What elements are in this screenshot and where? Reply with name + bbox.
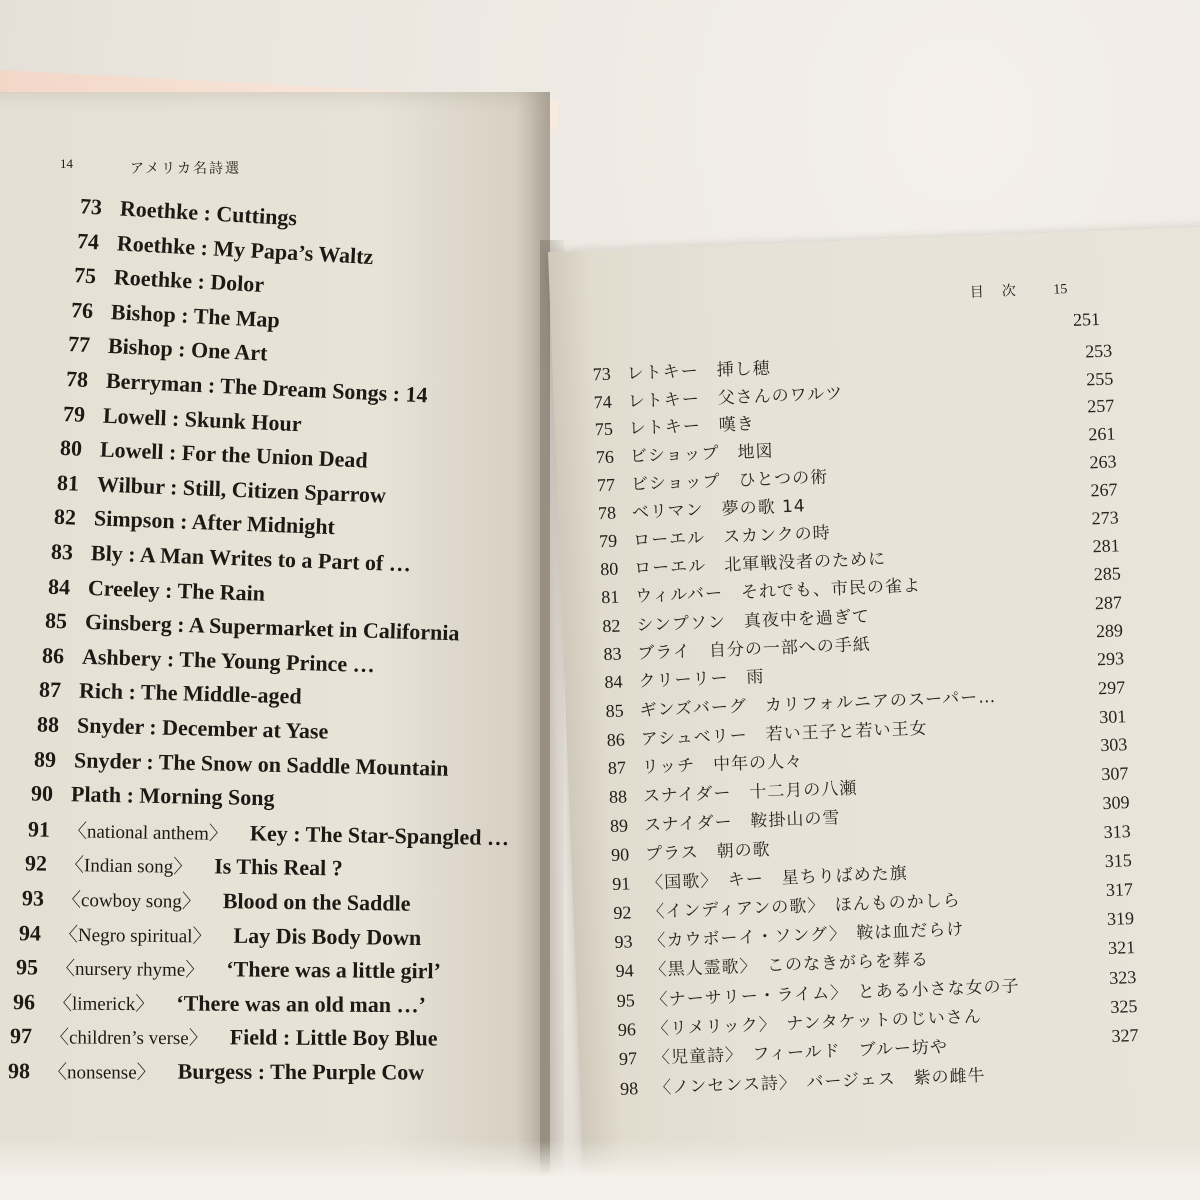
entry-category: 〈cowboy song〉 <box>61 889 201 913</box>
entry-title: 〈リメリック〉 ナンタケットのじいさん <box>651 1006 983 1040</box>
entry-page: 307 <box>1101 763 1129 785</box>
entry-number: 94 <box>18 919 42 946</box>
entry-number: 79 <box>598 530 618 552</box>
book-title: アメリカ名詩選 <box>130 162 242 177</box>
left-contents-row <box>46 330 269 370</box>
entry-title: Lowell : For the Union Dead <box>99 436 368 473</box>
entry-category: 〈nursery rhyme〉 <box>56 958 205 982</box>
entry-title: プラス 朝の歌 <box>644 839 771 865</box>
right-page <box>548 226 1200 1200</box>
entry-number: 94 <box>615 960 635 982</box>
entry-number: 86 <box>42 642 65 669</box>
entry-title: レトキー 父さんのワルツ <box>627 383 844 412</box>
entry-page: 317 <box>1105 878 1134 900</box>
entry-title: Snyder : December at Yase <box>76 712 329 744</box>
entry-page: 285 <box>1093 563 1122 585</box>
entry-number: 92 <box>24 850 48 877</box>
entry-title: Wilbur : Still, Citizen Sparrow <box>96 471 387 508</box>
entry-number: 82 <box>53 504 77 531</box>
entry-title: ローエル 北軍戦没者のために <box>633 549 887 580</box>
entry-title: Snyder : The Snow on Saddle Mountain <box>73 746 449 781</box>
entry-number: 83 <box>603 643 622 665</box>
entry-page: 309 <box>1102 791 1130 813</box>
left-page <box>0 92 550 1200</box>
left-contents-row <box>0 988 426 1021</box>
entry-title: Lowell : Skunk Hour <box>102 402 302 436</box>
entry-page: 261 <box>1088 423 1116 445</box>
left-contents-row <box>0 884 411 920</box>
entry-number: 84 <box>604 671 623 693</box>
entry-title: アシュベリー 若い王子と若い王女 <box>640 718 928 750</box>
entry-title: ローエル スカンクの時 <box>632 523 832 551</box>
entry-number: 95 <box>16 954 39 980</box>
entry-page: 263 <box>1089 451 1117 473</box>
entry-number: 78 <box>65 366 89 392</box>
entry-page: 315 <box>1104 849 1133 871</box>
entry-page: 257 <box>1086 395 1115 417</box>
entry-page: 313 <box>1103 820 1132 842</box>
entry-title: Is This Real ? <box>213 853 343 881</box>
left-contents-row <box>0 919 421 954</box>
entry-title: Roethke : My Papa’s Waltz <box>116 229 375 269</box>
entry-number: 89 <box>33 746 56 772</box>
entry-page: 297 <box>1097 677 1126 699</box>
entry-title: Key : The Star-Spangled … <box>249 820 509 850</box>
entry-number: 76 <box>595 446 615 468</box>
entry-title: ビショップ ひとつの術 <box>630 467 829 496</box>
entry-page: 287 <box>1094 591 1123 613</box>
entry-title: Plath : Morning Song <box>70 781 275 811</box>
entry-number: 96 <box>13 988 36 1015</box>
left-contents-row <box>8 780 274 815</box>
entry-title: ギンズバーグ カリフォルニアのスーパー… <box>639 687 997 721</box>
entry-number: 87 <box>39 676 62 703</box>
right-page-number: 15 <box>1053 282 1068 298</box>
contents-label: 目次 <box>969 283 1035 301</box>
left-contents-row <box>40 400 302 441</box>
entry-title: ウィルバー それでも、市民の雀よ <box>634 576 922 608</box>
entry-number: 81 <box>600 586 620 608</box>
entry-number: 79 <box>62 400 86 427</box>
entry-category: 〈limerick〉 <box>53 993 155 1016</box>
entry-title: 〈カウボーイ・ソング〉 鞍は血だらけ <box>648 919 965 952</box>
left-contents-row <box>0 953 441 987</box>
entry-title: Creeley : The Rain <box>87 574 266 606</box>
entry-number: 73 <box>592 363 612 385</box>
entry-title: Blood on the Saddle <box>222 888 411 916</box>
entry-number: 74 <box>76 227 100 254</box>
entry-page: 321 <box>1107 937 1136 959</box>
entry-category: 〈nonsense〉 <box>47 1062 156 1084</box>
left-page-number: 14 <box>60 156 73 171</box>
entry-page: 255 <box>1085 368 1114 390</box>
entry-number: 98 <box>7 1058 30 1084</box>
entry-number: 82 <box>602 615 621 636</box>
entry-number: 86 <box>606 728 626 750</box>
entry-title: Rich : The Middle-aged <box>79 678 303 709</box>
entry-number: 77 <box>596 474 616 496</box>
entry-number: 75 <box>594 419 614 440</box>
entry-number: 93 <box>614 931 633 952</box>
entry-title: Ashbery : The Young Prince … <box>81 643 376 677</box>
entry-page: 267 <box>1090 479 1118 501</box>
entry-title: Field : Little Boy Blue <box>230 1024 438 1051</box>
entry-number: 95 <box>616 989 636 1011</box>
entry-page: 301 <box>1098 705 1127 727</box>
left-contents-row <box>51 261 265 302</box>
entry-title: Berryman : The Dream Songs : 14 <box>104 367 428 408</box>
entry-page: 281 <box>1092 535 1121 557</box>
entry-title: Bishop : The Map <box>110 298 281 333</box>
entry-number: 81 <box>56 469 80 496</box>
entry-title: 〈インディアンの歌〉 ほんものかしら <box>647 890 962 923</box>
entry-title: 〈児童詩〉 フィールド ブルー坊や <box>652 1037 949 1069</box>
entry-page: 319 <box>1106 908 1135 930</box>
entry-title: Roethke : Cuttings <box>119 195 298 231</box>
bottom-shade <box>0 1140 1200 1200</box>
entry-page: 289 <box>1095 620 1124 642</box>
entry-page: 293 <box>1096 648 1125 670</box>
entry-page: 303 <box>1099 734 1128 756</box>
entry-title: シンプソン 真夜中を過ぎて <box>636 606 871 636</box>
entry-title: ビショップ 地図 <box>629 441 774 468</box>
entry-page: 253 <box>1084 340 1113 362</box>
entry-title: Roethke : Dolor <box>113 264 265 298</box>
entry-category: 〈children’s verse〉 <box>50 1027 209 1050</box>
first-page-ref: 251 <box>1072 308 1101 330</box>
entry-number: 92 <box>613 902 632 923</box>
entry-number: 90 <box>610 844 630 865</box>
left-contents-row <box>20 642 375 682</box>
entry-title: ベリマン 夢の歌 14 <box>631 496 807 523</box>
entry-number: 80 <box>599 558 619 580</box>
entry-title: クリーリー 雨 <box>638 667 765 693</box>
entry-title: スナイダー 鞍掛山の雪 <box>643 808 841 836</box>
entry-page: 273 <box>1091 507 1119 529</box>
left-contents-row <box>26 573 266 611</box>
entry-title: スナイダー 十二月の八瀬 <box>642 778 858 807</box>
entry-number: 88 <box>608 786 628 808</box>
entry-title: Bishop : One Art <box>107 333 269 366</box>
entry-number: 97 <box>618 1048 638 1070</box>
entry-number: 73 <box>79 193 103 220</box>
entry-number: 98 <box>619 1078 639 1099</box>
left-contents-row <box>3 849 343 884</box>
entry-number: 77 <box>67 331 92 358</box>
entry-title: 〈ナーサリー・ライム〉 とある小さな女の子 <box>650 975 1020 1011</box>
left-contents-row <box>31 503 335 544</box>
left-contents-row <box>0 1057 424 1089</box>
entry-title: Bly : A Man Writes to a Part of … <box>90 540 412 577</box>
entry-title: レトキー 嘆き <box>628 414 756 440</box>
entry-title: レトキー 挿し穂 <box>626 358 772 385</box>
entry-title: Ginsberg : A Supermarket in California <box>84 609 461 646</box>
left-contents-row <box>14 711 328 749</box>
entry-number: 97 <box>10 1023 33 1049</box>
entry-page: 323 <box>1108 966 1137 988</box>
entry-number: 84 <box>47 573 71 600</box>
entry-page: 327 <box>1111 1025 1139 1047</box>
entry-title: リッチ 中年の人々 <box>641 751 804 779</box>
entry-number: 91 <box>611 873 631 894</box>
left-contents-row <box>0 1022 438 1055</box>
entry-number: 85 <box>605 700 625 722</box>
left-contents-row <box>17 676 302 714</box>
entry-title: Simpson : After Midnight <box>93 505 336 540</box>
entry-number: 78 <box>597 502 617 524</box>
entry-number: 85 <box>44 607 68 634</box>
entry-title: Burgess : The Purple Cow <box>177 1058 424 1085</box>
entry-number: 90 <box>30 780 53 807</box>
entry-category: 〈Indian song〉 <box>64 855 193 879</box>
entry-number: 74 <box>593 391 613 412</box>
entry-title: ‘There was an old man …’ <box>176 990 427 1018</box>
entry-number: 93 <box>21 885 45 911</box>
entry-title: ブライ 自分の一部への手紙 <box>637 634 872 664</box>
entry-page: 325 <box>1110 995 1138 1017</box>
entry-number: 91 <box>27 816 51 842</box>
entry-number: 88 <box>36 711 59 738</box>
entry-number: 83 <box>50 538 74 565</box>
entry-title: 〈ノンセンス詩〉 バージェス 紫の雌牛 <box>653 1065 986 1099</box>
entry-category: 〈Negro spiritual〉 <box>58 924 212 948</box>
entry-category: 〈national anthem〉 <box>67 820 228 845</box>
left-contents-row <box>11 746 448 786</box>
right-running-head <box>969 278 1067 302</box>
entry-title: 〈黒人霊歌〉 このなきがらを葬る <box>649 950 930 981</box>
entry-number: 96 <box>617 1019 637 1040</box>
entry-number: 80 <box>59 435 83 461</box>
entry-title: Lay Dis Body Down <box>233 922 422 950</box>
entry-title: 〈国歌〉 キー 星ちりばめた旗 <box>645 863 909 894</box>
left-contents-row <box>6 815 509 854</box>
entry-number: 75 <box>73 262 97 289</box>
entry-number: 89 <box>609 815 629 836</box>
entry-number: 76 <box>70 296 94 323</box>
entry-number: 87 <box>607 757 627 779</box>
entry-title: ‘There was a little girl’ <box>226 956 442 984</box>
